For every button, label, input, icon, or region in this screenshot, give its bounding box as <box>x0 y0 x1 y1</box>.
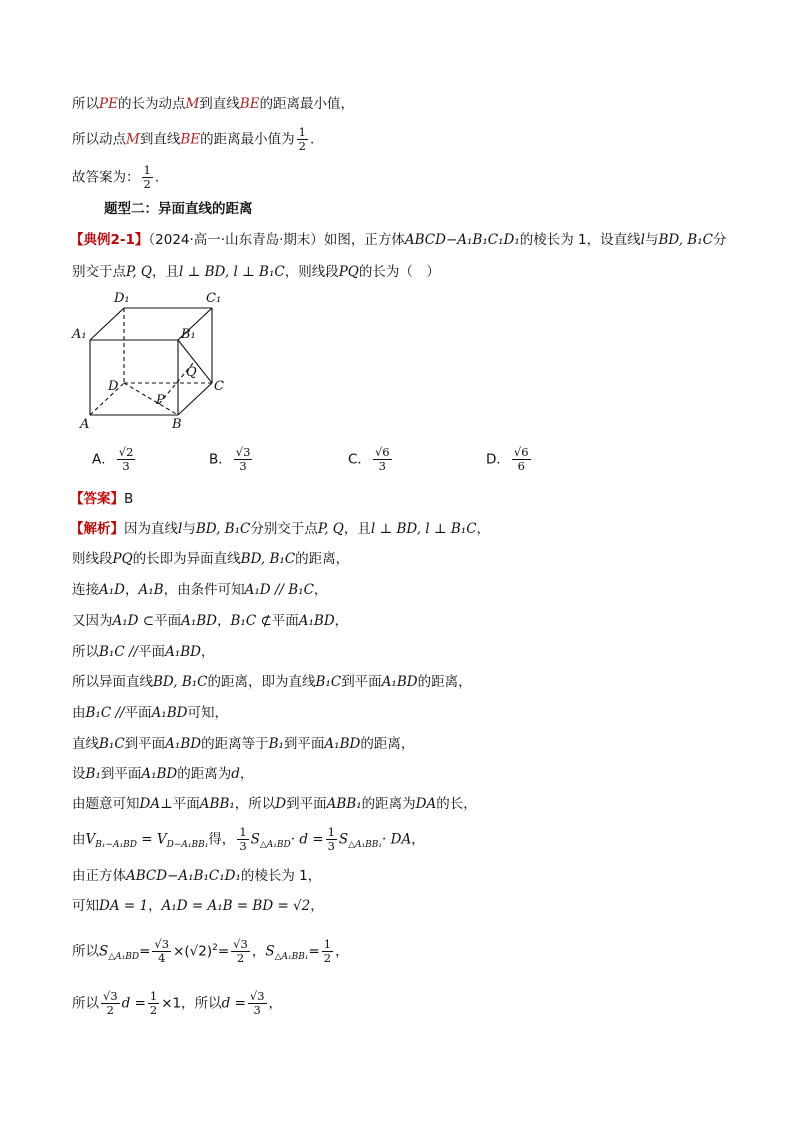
analysis-line-10: 由题意可知DA⊥平面ABB₁，所以D到平面ABB₁的距离为DA的长， <box>72 796 477 812</box>
label-c1: C₁ <box>206 291 222 306</box>
label-c: C <box>214 379 224 394</box>
label-d1: D₁ <box>114 291 130 306</box>
hidden-line-bd <box>124 383 178 415</box>
choice-c[interactable]: C． $\frac{√6}{3}$ <box>348 445 390 473</box>
section-heading: 题型二：异面直线的距离 <box>104 201 253 217</box>
label-d: D <box>108 379 119 394</box>
cube-figure <box>68 284 238 434</box>
analysis-line-3: 连接A₁D，A₁B，由条件可知A₁D // B₁C， <box>72 582 328 598</box>
analysis-line-14: 所以$S_{\triangle A_1BD}=$ $\frac{√3}{4}$ $\times(√2)^2=$ $\frac{√3}{2}$ ，$S_{\triangle A_1BB_1}=$ $\frac{1}{2}$ ， <box>72 937 349 965</box>
analysis-line-8: 直线B₁C到平面A₁BD的距离等于B₁到平面A₁BD的距离， <box>72 736 415 752</box>
analysis-line-15: 所以 $\frac{√3}{2}$ d = $\frac{1}{2}$ ×1，所以d = $\frac{√3}{3}$ ， <box>72 989 283 1017</box>
analysis-line-11: 由$V_{B_1-A_1BD} = V_{D-A_1BB_1}$得， $\frac{1}{3}$ $S_{\triangle A_1BD}\cdot d$ = $\frac{1}{3}$ $S_{\triangle A_1BB_1}\cdot$ DA， <box>72 825 425 853</box>
solution-line-2: 所以动点M到直线BE的距离最小值为 $\frac{1}{2}$ . <box>72 125 315 153</box>
analysis-line-9: 设B₁到平面A₁BD的距离为d， <box>72 766 254 782</box>
label-b1: B₁ <box>181 327 196 342</box>
answer-label: 【答案】B <box>70 491 134 507</box>
edge-a1d1 <box>90 308 124 340</box>
solution-line-1: 所以PE的长为动点M到直线BE的距离最小值， <box>72 96 355 112</box>
label-p: P <box>156 393 165 408</box>
choice-a[interactable]: A． $\frac{√2}{3}$ <box>92 445 134 473</box>
choice-d[interactable]: D． $\frac{√6}{6}$ <box>486 445 529 473</box>
choice-b[interactable]: B． $\frac{√3}{3}$ <box>209 445 251 473</box>
label-q: Q <box>186 365 197 380</box>
label-b: B <box>172 417 182 432</box>
fraction-half: $\frac{1}{2}$ <box>298 125 306 153</box>
analysis-line-4: 又因为A₁D ⊂平面A₁BD，B₁C ⊄平面A₁BD， <box>72 613 349 629</box>
label-a1: A₁ <box>72 327 87 342</box>
analysis-line-13: 可知DA = 1，A₁D = A₁B = BD = √2， <box>72 898 324 914</box>
analysis-line-7: 由B₁C //平面A₁BD可知， <box>72 705 228 721</box>
hidden-edge-ad <box>90 383 124 415</box>
fraction-half: $\frac{1}{2}$ <box>143 163 151 191</box>
example-line-1: 【典例2-1】（2024·高一·山东青岛·期末）如图，正方体ABCD−A₁B₁C₁D₁的棱长为 1，设直线l与BD, B₁C分 <box>70 232 727 248</box>
analysis-line-5: 所以B₁C //平面A₁BD， <box>72 644 215 660</box>
edge-bc <box>178 383 212 415</box>
example-line-2: 别交于点P, Q，且l ⊥ BD, l ⊥ B₁C，则线段PQ的长为（ ） <box>72 264 440 280</box>
label-a: A <box>80 417 90 432</box>
analysis-line-6: 所以异面直线BD, B₁C的距离，即为直线B₁C到平面A₁BD的距离， <box>72 674 472 690</box>
analysis-line-12: 由正方体ABCD−A₁B₁C₁D₁的棱长为 1， <box>72 868 322 884</box>
analysis-line-1: 【解析】因为直线l与BD, B₁C分别交于点P, Q，且l ⊥ BD, l ⊥ B₁C， <box>70 521 491 537</box>
answer-line: 故答案为： $\frac{1}{2}$ . <box>72 163 160 191</box>
analysis-line-2: 则线段PQ的长即为异面直线BD, B₁C的距离， <box>72 551 350 567</box>
